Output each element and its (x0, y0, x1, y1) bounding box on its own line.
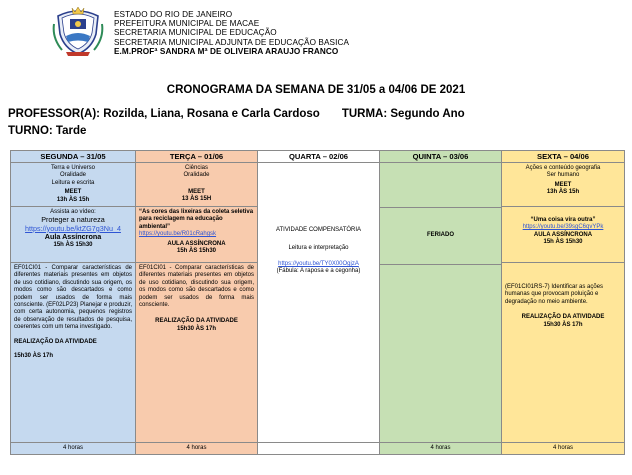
aula-label: Aula Assíncrona (44, 232, 102, 242)
time-label: 15h30 ÀS 17h (543, 321, 583, 328)
time-label: 13h ÀS 15h (56, 196, 90, 203)
col-header-sexta: SEXTA – 04/06 (502, 151, 625, 163)
professor-label: PROFESSOR(A): Rozilda, Liana, Rosana e Carla Cardoso (8, 108, 320, 120)
letterhead (52, 4, 372, 58)
cell-quinta (380, 163, 502, 443)
turno-label: TURNO: Tarde (8, 125, 87, 137)
aula-label: AULA ASSÍNCRONA (167, 240, 226, 247)
video-quote: “As cores das lixeiras da coleta seletiva para reciclagem na educação ambiental” (139, 209, 254, 230)
meet-label: MEET (188, 188, 205, 195)
video-link[interactable]: https://youtu.be/R01cRahgsk (139, 231, 217, 238)
page-title: CRONOGRAMA DA SEMANA DE 31/05 a 04/06 DE 2021 (166, 84, 466, 96)
video-link[interactable]: https://youtu.be/ktZG7g3Nu_4 (25, 223, 121, 233)
time-label: 13h ÀS 15h (546, 189, 580, 196)
realizacao-label: REALIZAÇÃO DA ATIVIDADE (155, 318, 238, 325)
video-quote: “Uma coisa vira outra” (530, 217, 596, 224)
habilidade-text: EF01CI01 - Comparar características de diferentes materiais presentes em objetos de uso cotidiano, discutindo sua origem, os modos como são descartados e como podem ser usados de forma mais consciente. (139, 265, 254, 309)
header-line-state: ESTADO DO RIO DE JANEIRO (114, 10, 233, 19)
cell-sexta-video (502, 207, 625, 263)
subject-line: Ações e conteúdo geografia (525, 165, 601, 171)
aula-label: AULA ASSÍNCRONA (533, 231, 593, 238)
hours-quinta: 4 horas (380, 443, 502, 455)
cell-sexta-atividade (502, 263, 625, 443)
coat-of-arms-seal-icon (52, 4, 104, 58)
col-header-quarta: QUARTA – 02/06 (258, 151, 380, 163)
col-header-quinta: QUINTA – 03/06 (380, 151, 502, 163)
meet-label: MEET (64, 189, 82, 196)
realizacao-label: REALIZAÇÃO DA ATIVIDADE (14, 338, 97, 345)
assista-label: Assista ao vídeo: (50, 209, 96, 216)
habilidade-text: EF01CI01 - Comparar características de diferentes materiais presentes em objetos de uso cotidiano, discutindo sua origem, os modos como são descartados e como podem ser usados de forma mais consciente. (EF02LP23) Planejar e produzir, com certa autonomia, pequenos registros de observação de resultados de pesquisa, coerentes com um tema investigado. (14, 265, 132, 331)
cell-sexta-meet (502, 163, 625, 207)
time-label: 15h30 ÀS 17h (14, 353, 54, 360)
hours-segunda: 4 horas (11, 443, 136, 455)
col-header-segunda: SEGUNDA – 31/05 (11, 151, 136, 163)
subject-line: Oralidade (183, 172, 210, 179)
time-label: 15h ÀS 15h30 (543, 239, 583, 246)
col-header-terca: TERÇA – 01/06 (136, 151, 258, 163)
atividade-compensatoria-label: ATIVIDADE COMPENSATÓRIA (275, 227, 362, 233)
meet-label: MEET (554, 181, 572, 188)
video-link[interactable]: https://youtu.be/39sgC6qvYPk (522, 224, 604, 231)
time-label: 15h ÀS 15h30 (53, 241, 93, 248)
header-line-prefeitura: PREFEITURA MUNICIPAL DE MACAE (114, 19, 260, 29)
table-row (11, 163, 625, 207)
subject-line: Ciências (184, 165, 208, 171)
header-line-secretaria: SECRETARIA MUNICIPAL DE EDUCAÇÃO (114, 28, 277, 38)
video-title: Proteger a natureza (41, 215, 105, 225)
cell-quarta (258, 163, 380, 443)
hours-quarta (258, 443, 380, 455)
schedule-table (10, 150, 625, 455)
hours-terca: 4 horas (136, 443, 258, 455)
subject-line: Oralidade (59, 172, 86, 179)
fabula-label: (Fábula: A raposa e a cegonha) (276, 268, 361, 275)
cell-segunda-atividade (11, 263, 136, 443)
time-label: 13 ÀS 15H (181, 196, 212, 203)
institution-lines (114, 10, 349, 56)
time-label: 15h30 ÀS 17h (176, 325, 217, 332)
habilidade-text: (EF01CI01RS-7) Identificar as ações humanas que provocam poluição e degradação no meio ambiente. (505, 284, 604, 305)
cell-terca-meet (136, 163, 258, 207)
subject-line: Terra e Universo (50, 165, 95, 171)
subject-line: Leitura e escrita (51, 179, 95, 186)
leitura-label: Leitura e interpretação (288, 245, 349, 252)
hours-sexta: 4 horas (502, 443, 625, 455)
professor-line (8, 108, 465, 120)
cell-terca-video (136, 207, 258, 263)
cell-segunda-video (11, 207, 136, 263)
table-header-row (11, 151, 625, 163)
turma-label: TURMA: Segundo Ano (341, 108, 465, 120)
subject-line: Ser humano (546, 172, 580, 179)
cell-segunda-meet (11, 163, 136, 207)
video-link[interactable]: https://youtu.be/TY0X00OgjzA (278, 260, 359, 267)
realizacao-label: REALIZAÇÃO DA ATIVIDADE (521, 314, 605, 321)
table-footer-row (11, 443, 625, 455)
feriado-label: FERIADO (427, 232, 454, 239)
cell-terca-atividade (136, 263, 258, 443)
header-line-secretaria-adjunta: SECRETARIA MUNICIPAL ADJUNTA DE EDUCAÇÃO BASICA (114, 37, 350, 47)
header-line-school: E.M.PROFª SANDRA Mª DE OLIVEIRA ARAUJO FRANCO (114, 46, 339, 56)
time-label: 15h ÀS 15h30 (176, 248, 217, 255)
